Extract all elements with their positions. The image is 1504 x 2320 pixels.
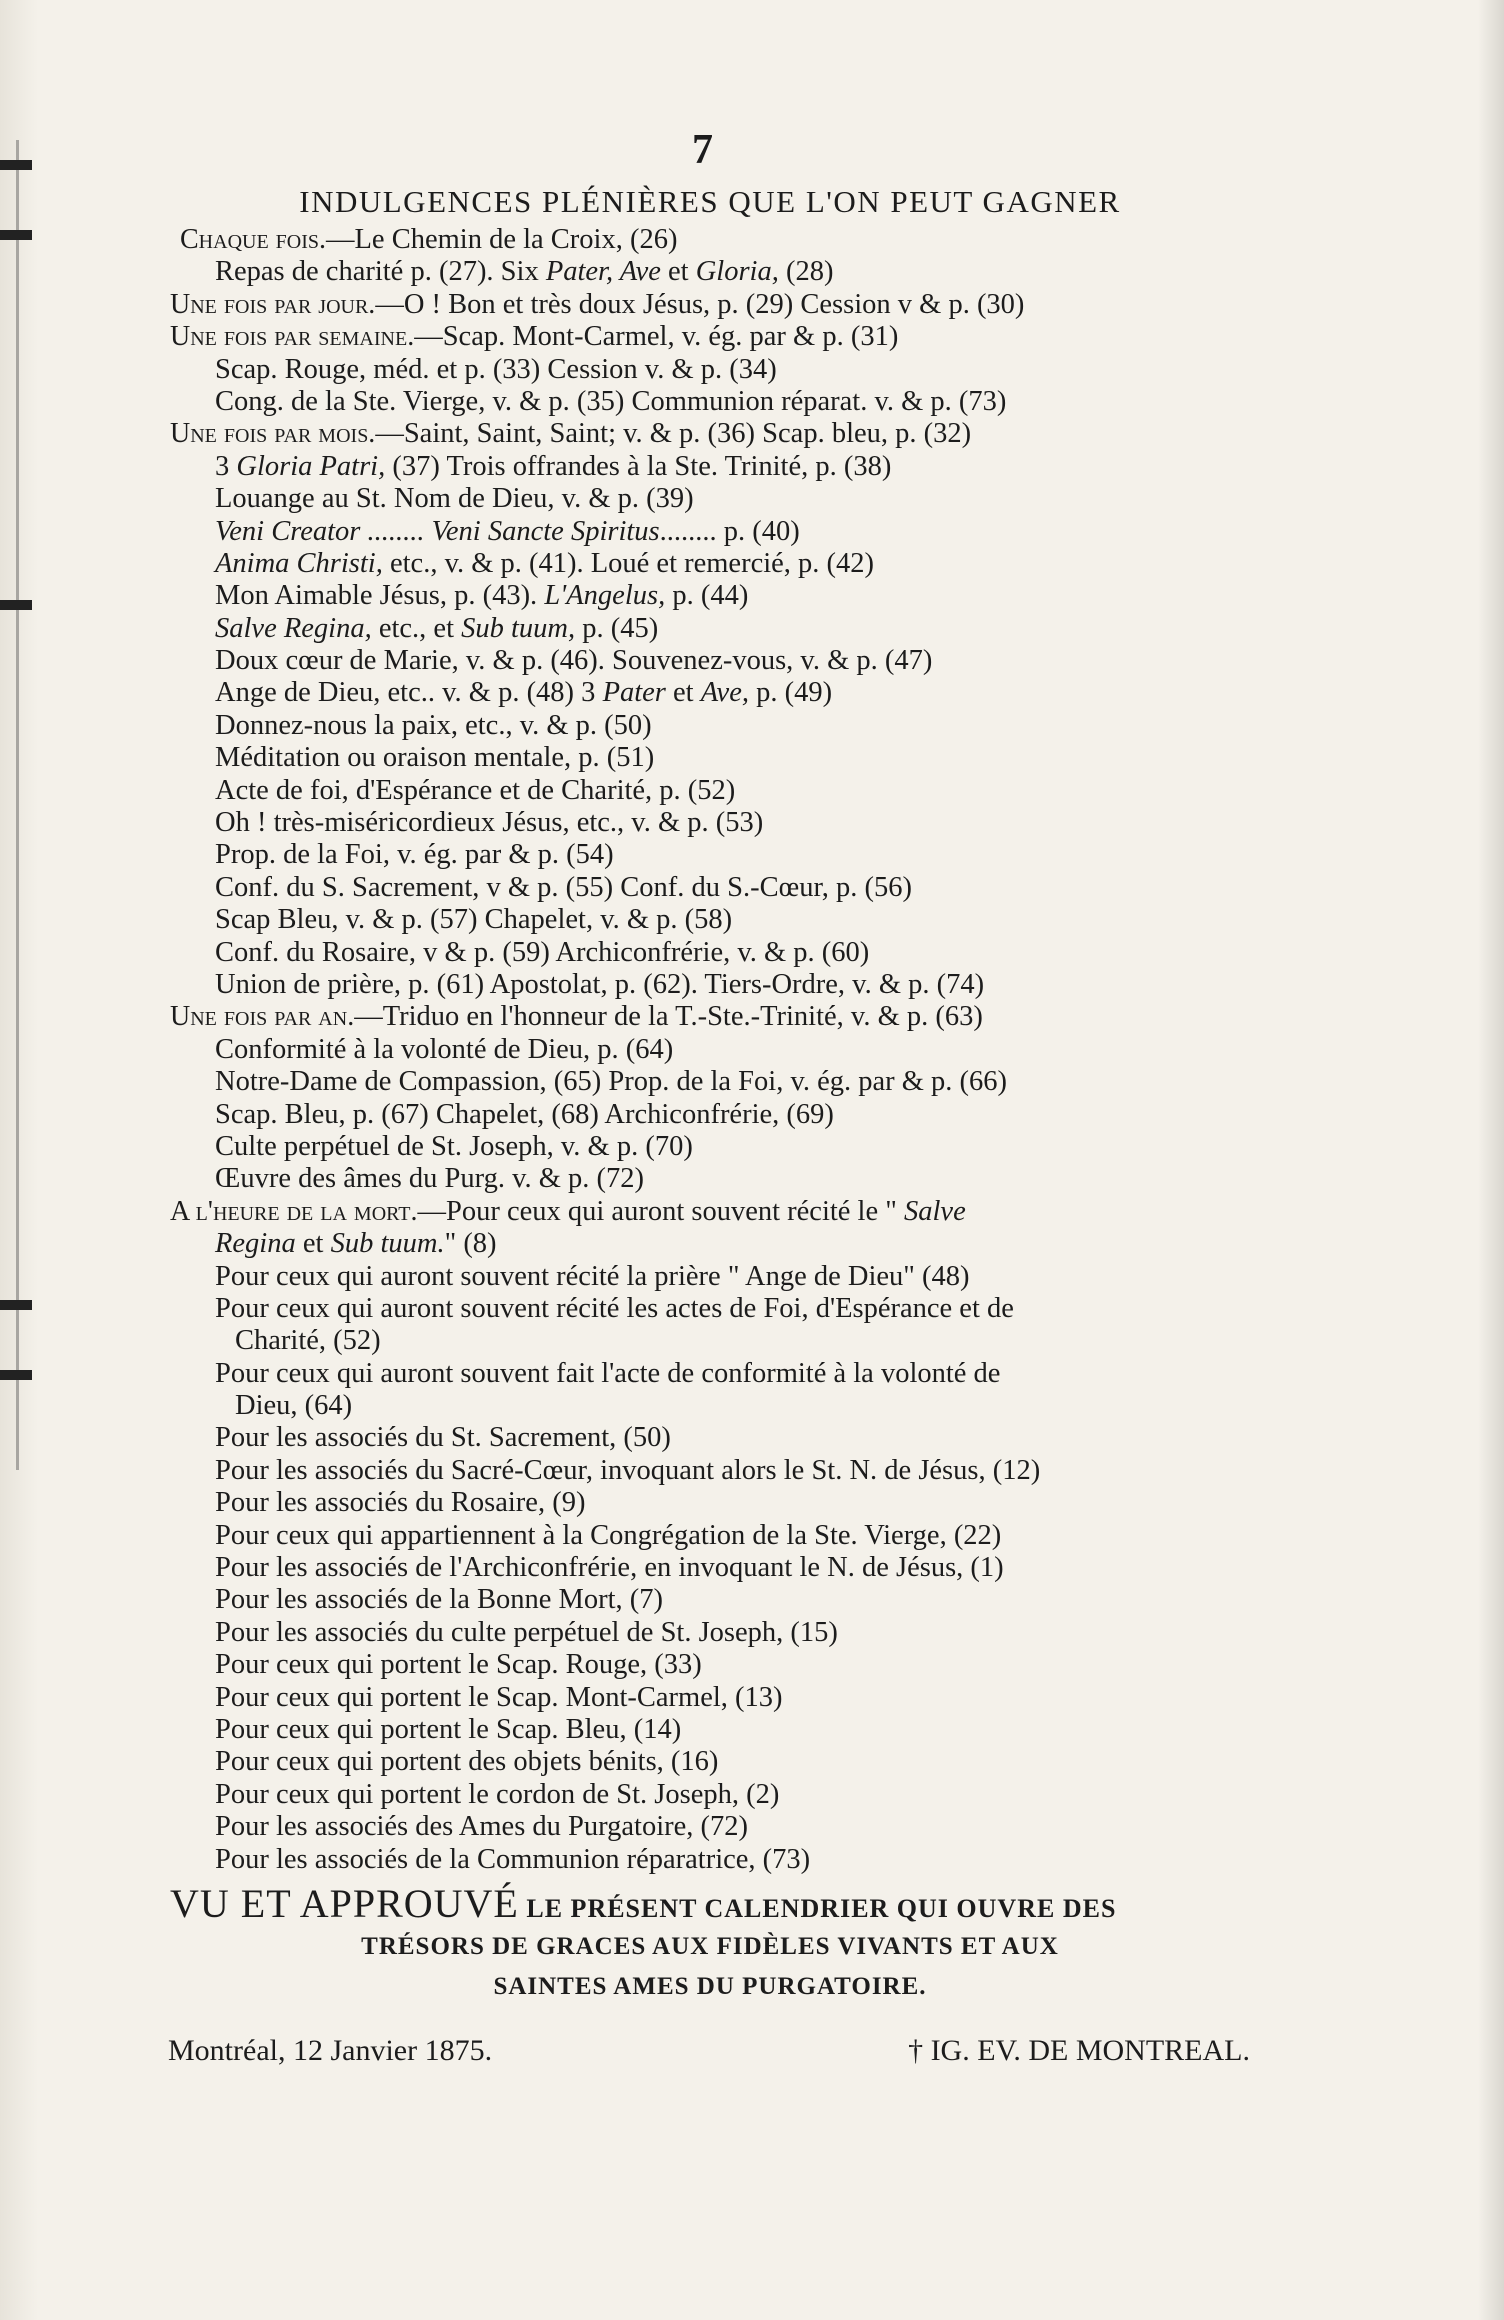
text-span: etc., v. & p. (41). Loué et remercié, p. (42) (382, 547, 875, 579)
text-row (170, 451, 1250, 483)
text-row: Œuvre des âmes du Purg. v. & p. (72) (215, 1163, 645, 1195)
text-row: Pour les associés du culte perpétuel de St. Joseph, (15) (215, 1616, 838, 1648)
section-label: A l'heure de la mort. (170, 1195, 418, 1227)
text-span: " (8) (444, 1228, 497, 1260)
text-row: Cong. de la Ste. Vierge, v. & p. (35) Communion réparat. v. & p. (73) (215, 385, 1007, 417)
italic-span: Salve (904, 1195, 966, 1227)
italic-span: Sub tuum, (461, 612, 576, 644)
text-row: Prop. de la Foi, v. ég. par & p. (54) (215, 839, 614, 871)
text-row: Méditation ou oraison mentale, p. (51) (215, 742, 655, 774)
approval-line: TRÉSORS DE GRACES AUX FIDÈLES VIVANTS ET AUX (361, 1932, 1059, 1960)
text-row: Culte perpétuel de St. Joseph, v. & p. (70) (215, 1130, 693, 1162)
approval-heading (170, 1880, 1250, 1927)
text-row: Pour ceux qui portent le Scap. Mont-Carmel, (13) (215, 1681, 783, 1713)
text-row (170, 1228, 1250, 1260)
text-row: Oh ! très-miséricordieux Jésus, etc., v. & p. (53) (215, 807, 764, 839)
text-row: Charité, (52) (235, 1325, 381, 1357)
text-row: Pour les associés du St. Sacrement, (50) (215, 1422, 671, 1454)
binding-line (16, 140, 19, 1470)
section-a-l-heure-de-la-mort (170, 1196, 1250, 1228)
text-row: Notre-Dame de Compassion, (65) Prop. de la Foi, v. ég. par & p. (66) (215, 1066, 1008, 1098)
text-row: Pour les associés de la Communion réparatrice, (73) (215, 1843, 811, 1875)
text-row (170, 516, 1250, 548)
text-line: —Triduo en l'honneur de la T.-Ste.-Trinité, v. & p. (63) (354, 1001, 983, 1033)
signature-row (170, 2031, 1250, 2071)
text-row: Pour les associés de la Bonne Mort, (7) (215, 1584, 663, 1616)
text-span: Mon Aimable Jésus, p. (43). (215, 580, 545, 612)
scan-edge-right (1478, 0, 1504, 2320)
binding-stitch (0, 230, 32, 240)
text-row: Donnez-nous la paix, etc., v. & p. (50) (215, 709, 652, 741)
text-span: Ange de Dieu, etc.. v. & p. (48) 3 (215, 677, 603, 709)
binding-stitch (0, 600, 32, 610)
italic-span: Veni Creator ........ (215, 515, 432, 547)
approval-line: SAINTES AMES DU PURGATOIRE. (493, 1972, 927, 2000)
text-span: Repas de charité p. (27). Six (215, 256, 546, 288)
italic-span: Gloria Patri, (236, 450, 386, 482)
italic-span: Regina (215, 1228, 296, 1260)
text-row: Pour ceux qui portent le Scap. Bleu, (14) (215, 1713, 682, 1745)
section-label: Une fois par semaine. (170, 321, 415, 353)
text-row (170, 256, 1250, 288)
binding-stitch (0, 1300, 32, 1310)
text-row: Pour les associés de l'Archiconfrérie, en invoquant le N. de Jésus, (1) (215, 1552, 1004, 1584)
text-span: p. (45) (575, 612, 659, 644)
text-row: Scap. Rouge, méd. et p. (33) Cession v. & p. (34) (215, 353, 777, 385)
text-row: Pour ceux qui portent le cordon de St. Joseph, (2) (215, 1778, 780, 1810)
text-row (170, 548, 1250, 580)
text-span: (37) Trois offrandes à la Ste. Trinité, p. (38) (385, 450, 892, 482)
section-label: Une fois par mois. (170, 418, 376, 450)
signature: † IG. EV. DE MONTREAL. (908, 2033, 1250, 2067)
binding-stitch (0, 160, 32, 170)
italic-span: Ave, (700, 677, 749, 709)
italic-span: Sub tuum. (330, 1228, 445, 1260)
binding-stitch (0, 1370, 32, 1380)
italic-span: Pater, (545, 256, 614, 288)
italic-span: Gloria, (695, 256, 779, 288)
text-span: et (295, 1228, 331, 1260)
section-une-fois-par-mois (170, 418, 1250, 450)
text-span: p. (44) (665, 580, 749, 612)
text-row: Louange au St. Nom de Dieu, v. & p. (39) (215, 483, 694, 515)
italic-span: Anima Christi, (215, 547, 383, 579)
text-span: et (665, 677, 701, 709)
page-title: INDULGENCES PLÉNIÈRES QUE L'ON PEUT GAGNER (299, 184, 1121, 219)
approval-big-text: VU ET APPROUVÉ (170, 1880, 519, 1926)
section-une-fois-par-jour (170, 289, 1250, 321)
text-row: Pour les associés du Rosaire, (9) (215, 1487, 586, 1519)
binding-stitches (0, 0, 30, 2320)
section-label: Une fois par jour. (170, 288, 376, 320)
text-row: Conf. du S. Sacrement, v & p. (55) Conf. du S.-Cœur, p. (56) (215, 871, 913, 903)
text-row: Scap Bleu, v. & p. (57) Chapelet, v. & p. (58) (215, 904, 733, 936)
text-span: (28) (778, 256, 834, 288)
text-row: Acte de foi, d'Espérance et de Charité, p. (52) (215, 774, 736, 806)
section-chaque-fois (170, 224, 1250, 256)
section-label: Une fois par an. (170, 1001, 355, 1033)
text-row (170, 613, 1250, 645)
text-row: Pour ceux qui auront souvent récité les actes de Foi, d'Espérance et de (215, 1292, 1014, 1324)
text-line: —O ! Bon et très doux Jésus, p. (29) Cession v & p. (30) (375, 288, 1025, 320)
document-page (170, 120, 1250, 2071)
text-span: etc., et (371, 612, 462, 644)
text-line: —Saint, Saint, Saint; v. & p. (36) Scap. bleu, p. (32) (375, 418, 972, 450)
text-span: 3 (215, 450, 237, 482)
text-span: p. (49) (748, 677, 833, 709)
section-une-fois-par-semaine (170, 321, 1250, 353)
text-line: —Le Chemin de la Croix, (26) (326, 224, 678, 255)
page-number: 7 (692, 127, 713, 173)
text-row: Scap. Bleu, p. (67) Chapelet, (68) Archiconfrérie, (69) (215, 1098, 834, 1130)
text-row: Conformité à la volonté de Dieu, p. (64) (215, 1033, 674, 1065)
text-row: Pour ceux qui portent des objets bénits, (16) (215, 1746, 719, 1778)
italic-span: Veni Sancte Spiritus (431, 515, 660, 547)
text-row: Pour ceux qui auront souvent récité la prière " Ange de Dieu" (48) (215, 1260, 970, 1292)
section-label: Chaque fois. (180, 224, 327, 255)
text-row: Doux cœur de Marie, v. & p. (46). Souvenez-vous, v. & p. (47) (215, 645, 933, 677)
text-row: Pour ceux qui appartiennent à la Congrégation de la Ste. Vierge, (22) (215, 1519, 1002, 1551)
text-row: Pour ceux qui portent le Scap. Rouge, (33) (215, 1649, 702, 1681)
text-line: —Scap. Mont-Carmel, v. ég. par & p. (31) (414, 321, 899, 353)
text-row: Pour ceux qui auront souvent fait l'acte de conformité à la volonté de (215, 1357, 1001, 1389)
text-span: et (660, 256, 696, 288)
place-date: Montréal, 12 Janvier 1875. (168, 2033, 493, 2067)
italic-span: Ave (613, 256, 661, 288)
text-row (170, 580, 1250, 612)
text-row: Union de prière, p. (61) Apostolat, p. (62). Tiers-Ordre, v. & p. (74) (215, 968, 985, 1000)
text-span: —Pour ceux qui auront souvent récité le " (417, 1195, 905, 1227)
italic-span: Salve Regina, (215, 612, 372, 644)
approval-text: LE PRÉSENT CALENDRIER QUI OUVRE DES (518, 1893, 1117, 1923)
text-span: ........ p. (40) (659, 515, 800, 547)
text-row: Dieu, (64) (235, 1390, 353, 1422)
text-row: Pour les associés des Ames du Purgatoire, (72) (215, 1811, 748, 1843)
text-row (170, 677, 1250, 709)
text-row: Pour les associés du Sacré-Cœur, invoquant alors le St. N. de Jésus, (12) (215, 1454, 1041, 1486)
italic-span: Pater (602, 677, 666, 709)
italic-span: L'Angelus, (544, 580, 666, 612)
section-une-fois-par-an (170, 1001, 1250, 1033)
text-row: Conf. du Rosaire, v & p. (59) Archiconfrérie, v. & p. (60) (215, 936, 870, 968)
